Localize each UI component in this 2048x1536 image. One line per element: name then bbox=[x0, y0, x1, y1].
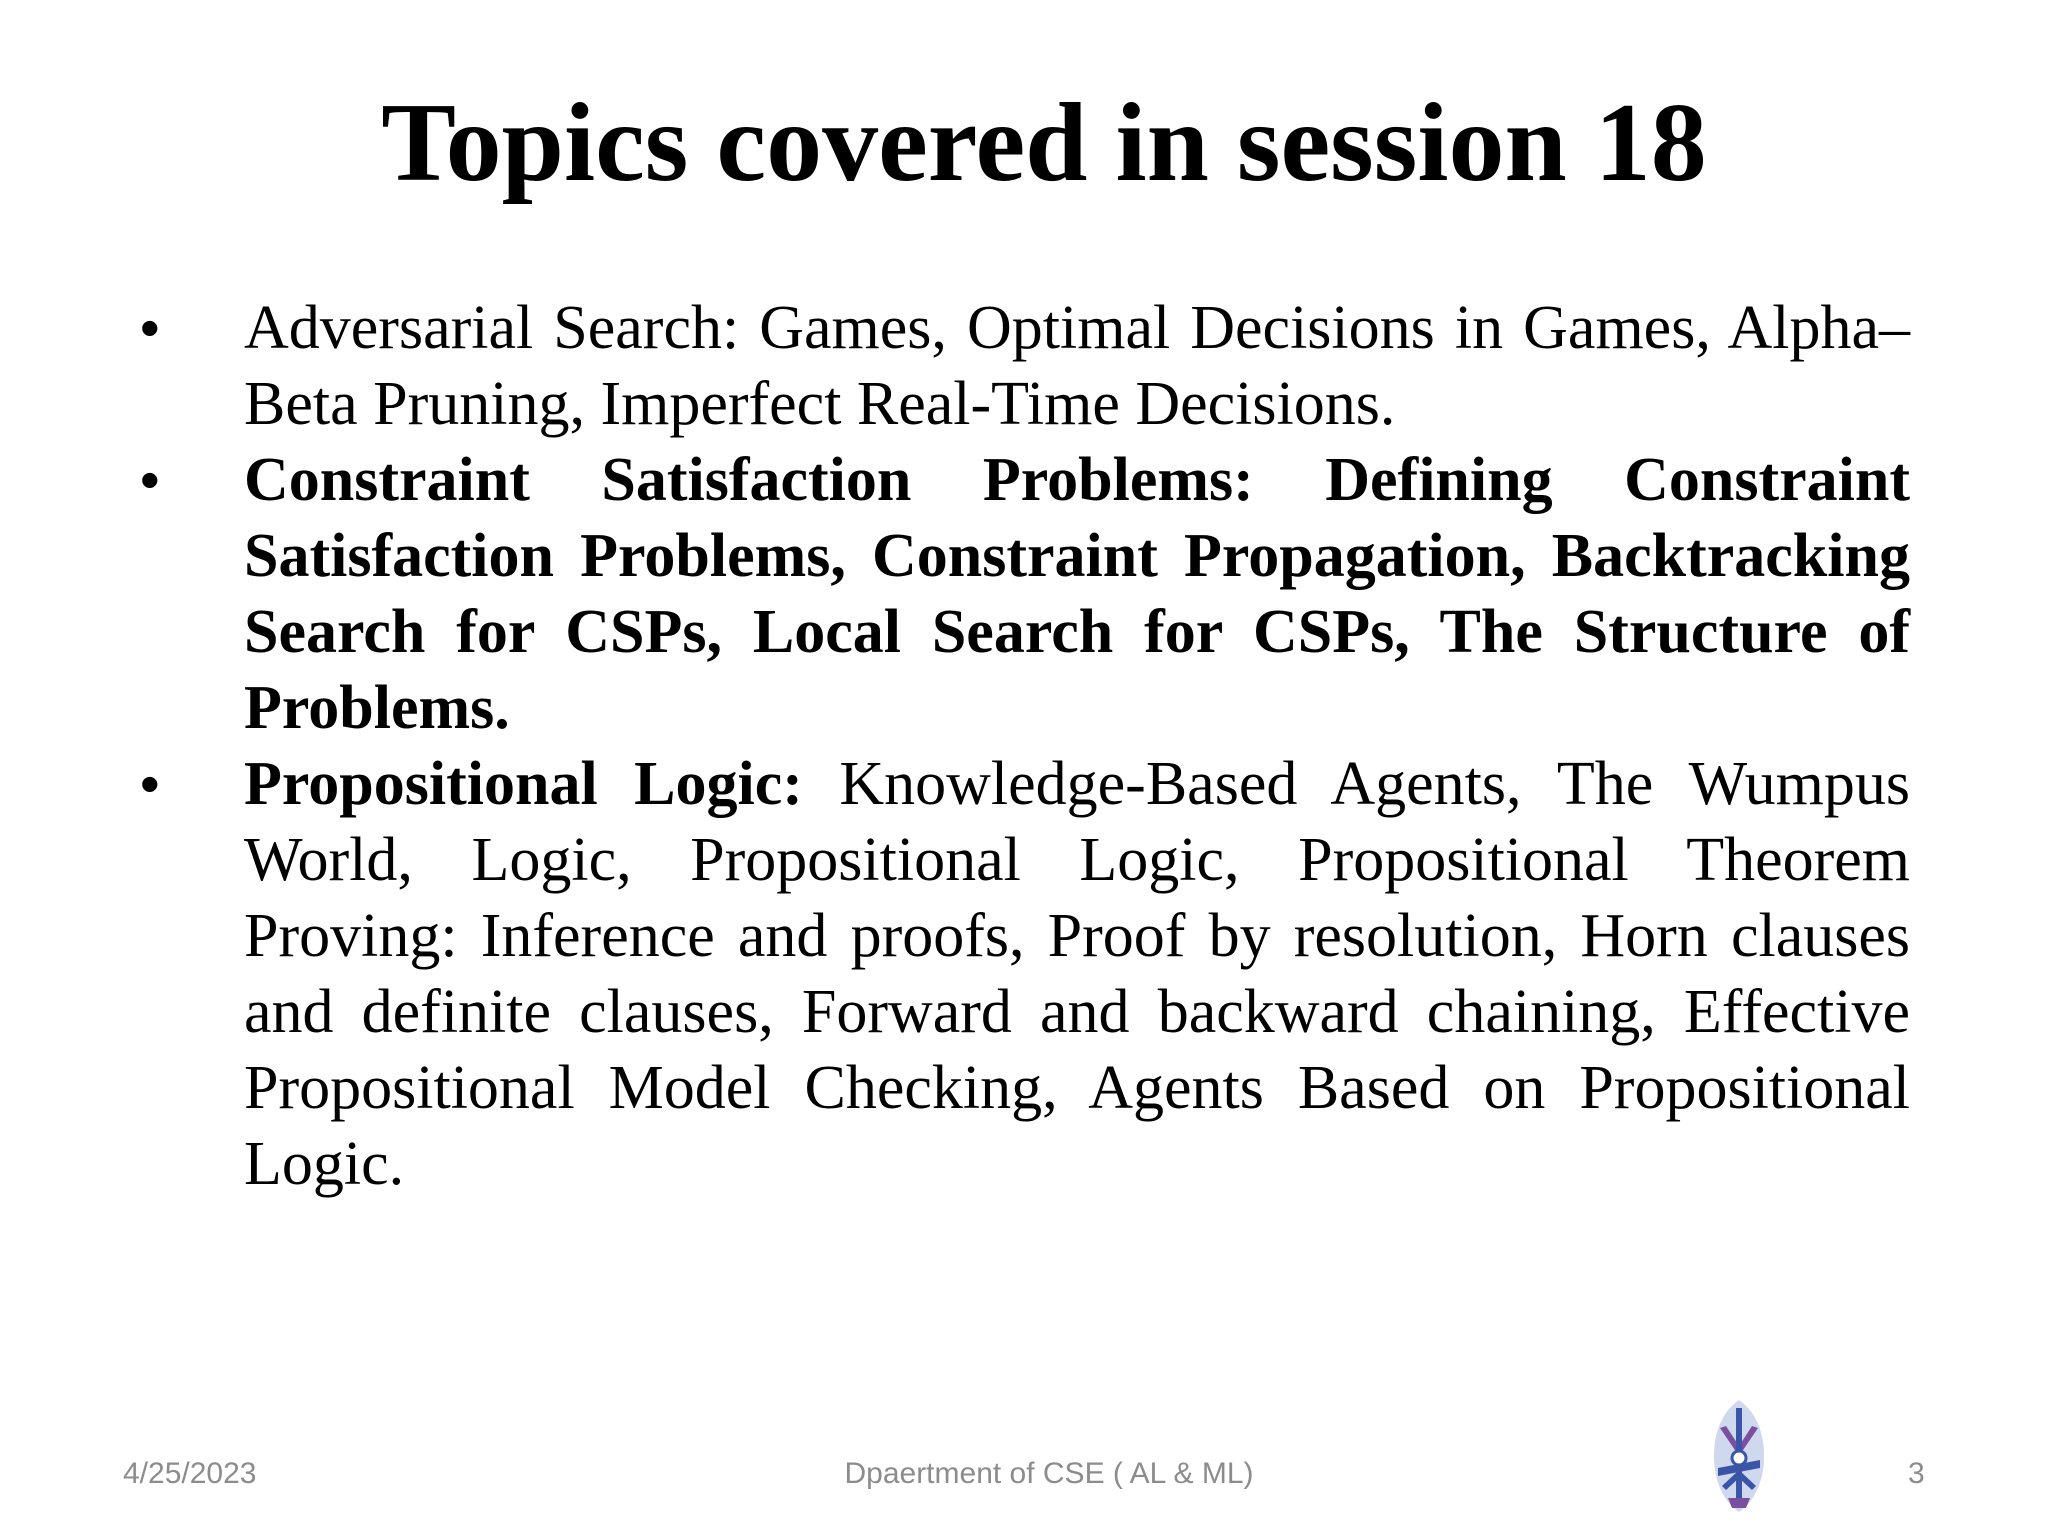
bullet-item-csp bbox=[140, 442, 1910, 746]
slide-title: Topics covered in session 18 bbox=[381, 81, 1707, 205]
bullet-marker: • bbox=[140, 296, 160, 359]
institution-crest-icon bbox=[1712, 1398, 1766, 1514]
bullet-item-adversarial-search bbox=[140, 290, 1910, 442]
bullet-text: Adversarial Search: Games, Optimal Decisions in Games, Alpha–Beta Pruning, Imperfect Real-Time Decisions. bbox=[244, 294, 1910, 438]
bullet-list bbox=[140, 290, 1910, 1202]
bullet-text: Knowledge-Based Agents, The Wumpus World, Logic, Propositional Logic, Propositional Theorem Proving: Inference and proofs, Proof by resolution, Horn clauses and definite clauses, Forward and backward chaining, Effective Propositional Model Checking, Agents Based on Propositional Logic. bbox=[244, 750, 1910, 1198]
bullet-bold-lead: Propositional Logic: bbox=[244, 750, 803, 818]
footer-department: Dpaertment of CSE ( AL & ML) bbox=[844, 1457, 1254, 1490]
footer-page-number: 3 bbox=[1908, 1457, 1925, 1490]
footer-date: 4/25/2023 bbox=[123, 1457, 257, 1490]
bullet-marker: • bbox=[140, 448, 160, 511]
bullet-item-propositional-logic bbox=[140, 746, 1910, 1202]
bullet-bold-lead: Constraint Satisfaction Problems: Defining Constraint Satisfaction Problems, Constraint Propagation, Backtracking Search for CSPs, Local Search for CSPs, The Structure of Problems. bbox=[244, 446, 1910, 742]
bullet-marker: • bbox=[140, 752, 160, 815]
